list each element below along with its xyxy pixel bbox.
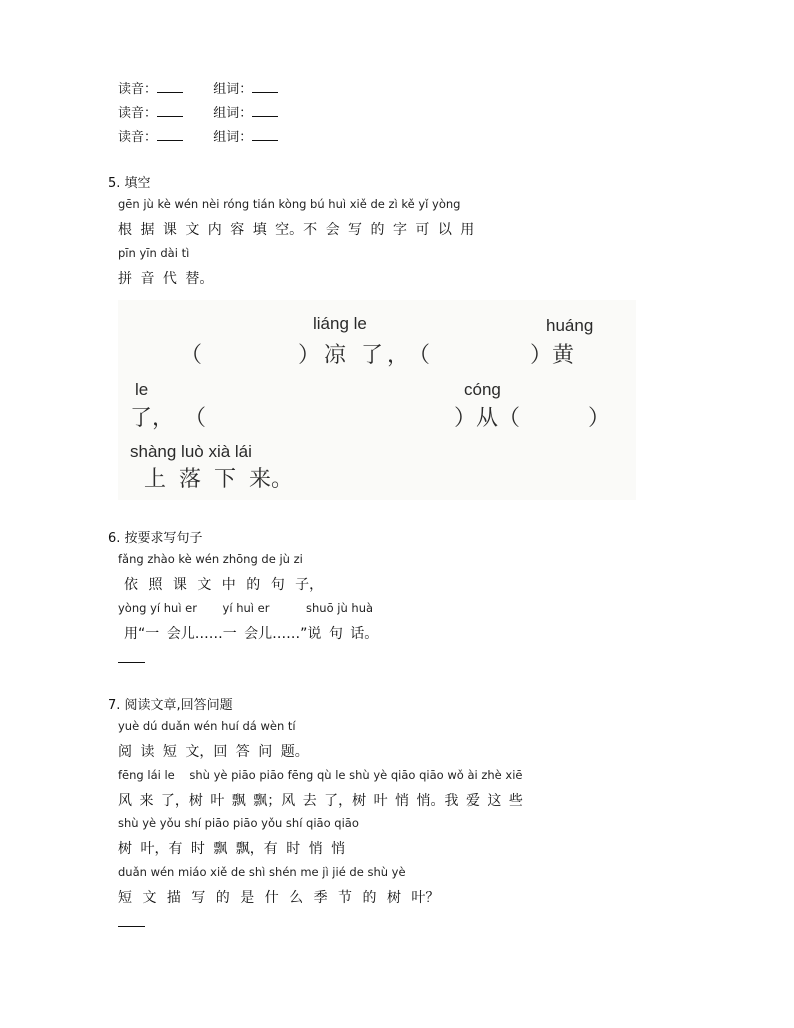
figure-pinyin: le [135,380,149,399]
q7-hanzi-line-3: 树 叶，有 时 飘 飘，有 时 悄 悄 [118,841,346,857]
duyin-label: 读音： [118,106,158,121]
figure-bracket: ） [588,406,611,431]
q7-hanzi-line-4: 短 文 描 写 的 是 什 么 季 节 的 树 叶？ [118,890,440,906]
figure-text: 了， [130,406,175,431]
q7-pinyin-line-1: yuè dú duǎn wén huí dá wèn tí [118,719,296,733]
zuci-label: 组词： [213,82,253,97]
answer-blank[interactable] [252,104,278,117]
answer-blank[interactable] [157,80,183,93]
figure-text: 上 落 下 来。 [144,467,293,492]
q6-hanzi-line-1: 依 照 课 文 中 的 句 子， [124,577,324,593]
figure-text: ）凉 了， [298,343,413,368]
figure-text: ）黄 [530,343,575,368]
question-6-heading: 6. 按要求写句子 [108,531,203,546]
zuci-label: 组词： [213,130,253,145]
q7-pinyin-line-4: duǎn wén miáo xiě de shì shén me jì jié de shù yè [118,865,406,879]
figure-bracket: （ [408,343,431,368]
q6-hanzi-line-2: 用“一 会儿……一 会儿……”说 句 话。 [124,626,379,642]
duyin-row-3 [118,126,278,145]
q6-pinyin-line-1: fǎng zhào kè wén zhōng de jù zi [118,552,303,566]
duyin-label: 读音： [118,82,158,97]
figure-pinyin: liáng le [313,314,367,333]
fill-in-figure [118,300,636,500]
q6-answer-line[interactable] [118,662,145,663]
duyin-row-2 [118,102,278,121]
figure-pinyin: cóng [464,380,501,399]
q5-pinyin-line-2: pīn yīn dài tì [118,246,190,260]
figure-bracket: （ [184,406,207,431]
duyin-row-1 [118,78,278,97]
answer-blank[interactable] [157,128,183,141]
figure-bracket: （ [180,343,203,368]
figure-pinyin: shàng luò xià lái [130,442,252,461]
question-5-heading: 5. 填空 [108,176,151,191]
question-7-heading: 7. 阅读文章,回答问题 [108,698,233,713]
q7-pinyin-line-2: fēng lái le shù yè piāo piāo fēng qù le shù yè qiāo qiāo wǒ ài zhè xiē [118,768,523,782]
duyin-label: 读音： [118,130,158,145]
q7-hanzi-line-1: 阅 读 短 文，回 答 问 题。 [118,744,309,760]
answer-blank[interactable] [252,80,278,93]
q5-hanzi-line-1: 根 据 课 文 内 容 填 空。不 会 写 的 字 可 以 用 [118,222,475,238]
q7-hanzi-line-2: 风 来 了，树 叶 飘 飘；风 去 了，树 叶 悄 悄。我 爱 这 些 [118,793,523,809]
q5-pinyin-line-1: gēn jù kè wén nèi róng tián kòng bú huì xiě de zì kě yǐ yòng [118,197,461,211]
q7-pinyin-line-3: shù yè yǒu shí piāo piāo yǒu shí qiāo qiāo [118,816,359,830]
q7-answer-line[interactable] [118,926,145,927]
figure-pinyin: huáng [546,316,594,335]
answer-blank[interactable] [252,128,278,141]
answer-blank[interactable] [157,104,183,117]
figure-text: ）从（ [454,406,521,431]
q5-hanzi-line-2: 拼 音 代 替。 [118,271,214,287]
q6-pinyin-line-2: yòng yí huì er yí huì er shuō jù huà [118,601,374,615]
zuci-label: 组词： [213,106,253,121]
